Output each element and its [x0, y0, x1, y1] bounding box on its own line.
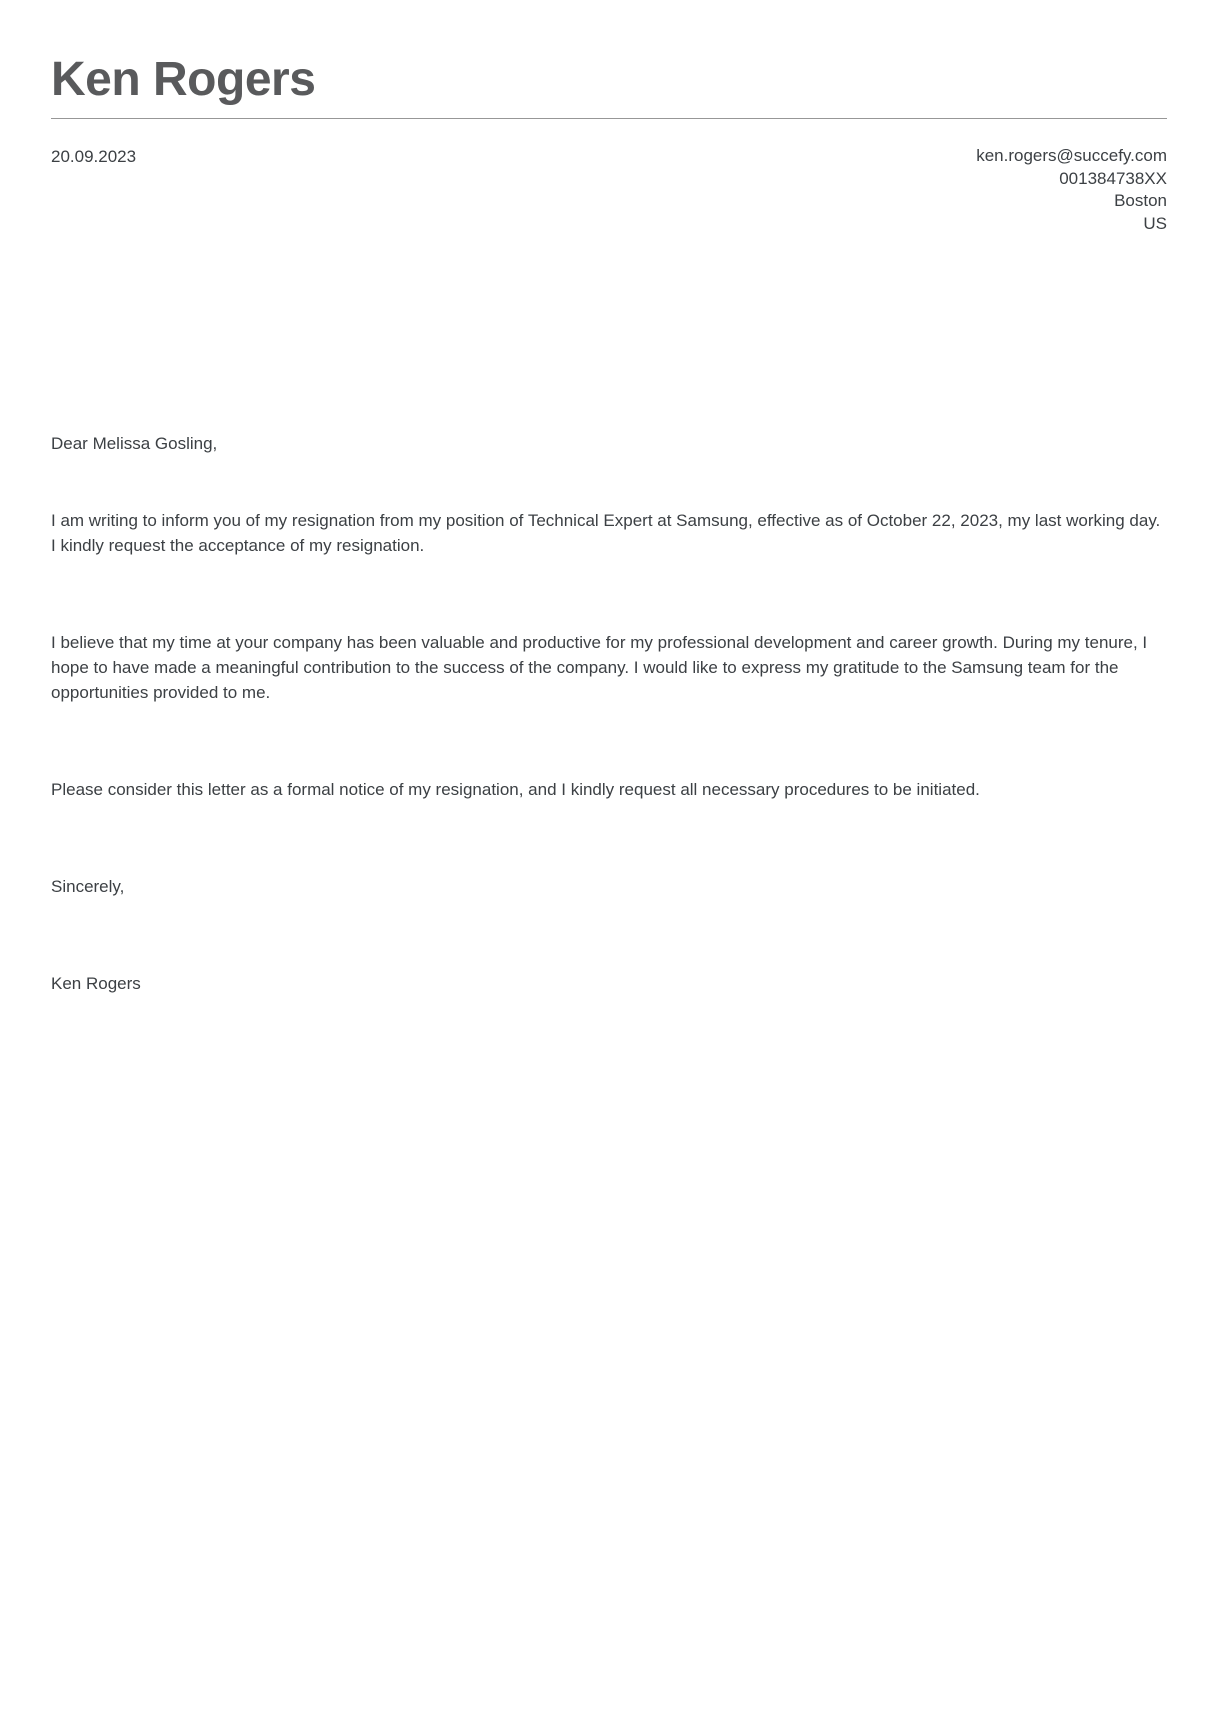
contact-email: ken.rogers@succefy.com — [976, 146, 1167, 165]
meta-row — [51, 145, 1167, 235]
paragraph-gratitude: I believe that my time at your company has been valuable and productive for my professional development and career growth. During my tenure, I hope to have made a meaningful contribution to the success of the company. I would like to express my gratitude to the Samsung team for the opportunities provided to me. — [51, 633, 1148, 702]
contact-phone: 001384738XX — [1059, 168, 1167, 188]
paragraph-resignation-notice: I am writing to inform you of my resignation from my position of Technical Expert at Samsung, effective as of October 22, 2023, my last working day. I kindly request the acceptance of my resignation. — [51, 511, 1161, 555]
contact-block — [976, 145, 1167, 235]
letter-header — [51, 52, 1167, 235]
page-title: Ken Rogers — [51, 53, 316, 106]
closing: Sincerely, — [51, 877, 125, 896]
paragraph-formal-request: Please consider this letter as a formal notice of my resignation, and I kindly request all necessary procedures to be initiated. — [51, 780, 980, 799]
greeting: Dear Melissa Gosling, — [51, 434, 218, 453]
letter-body — [51, 431, 1167, 996]
header-divider — [51, 118, 1167, 119]
letter-date: 20.09.2023 — [51, 147, 137, 166]
contact-country: US — [1143, 213, 1167, 233]
contact-city: Boston — [1114, 191, 1167, 210]
signature-name: Ken Rogers — [51, 974, 141, 993]
